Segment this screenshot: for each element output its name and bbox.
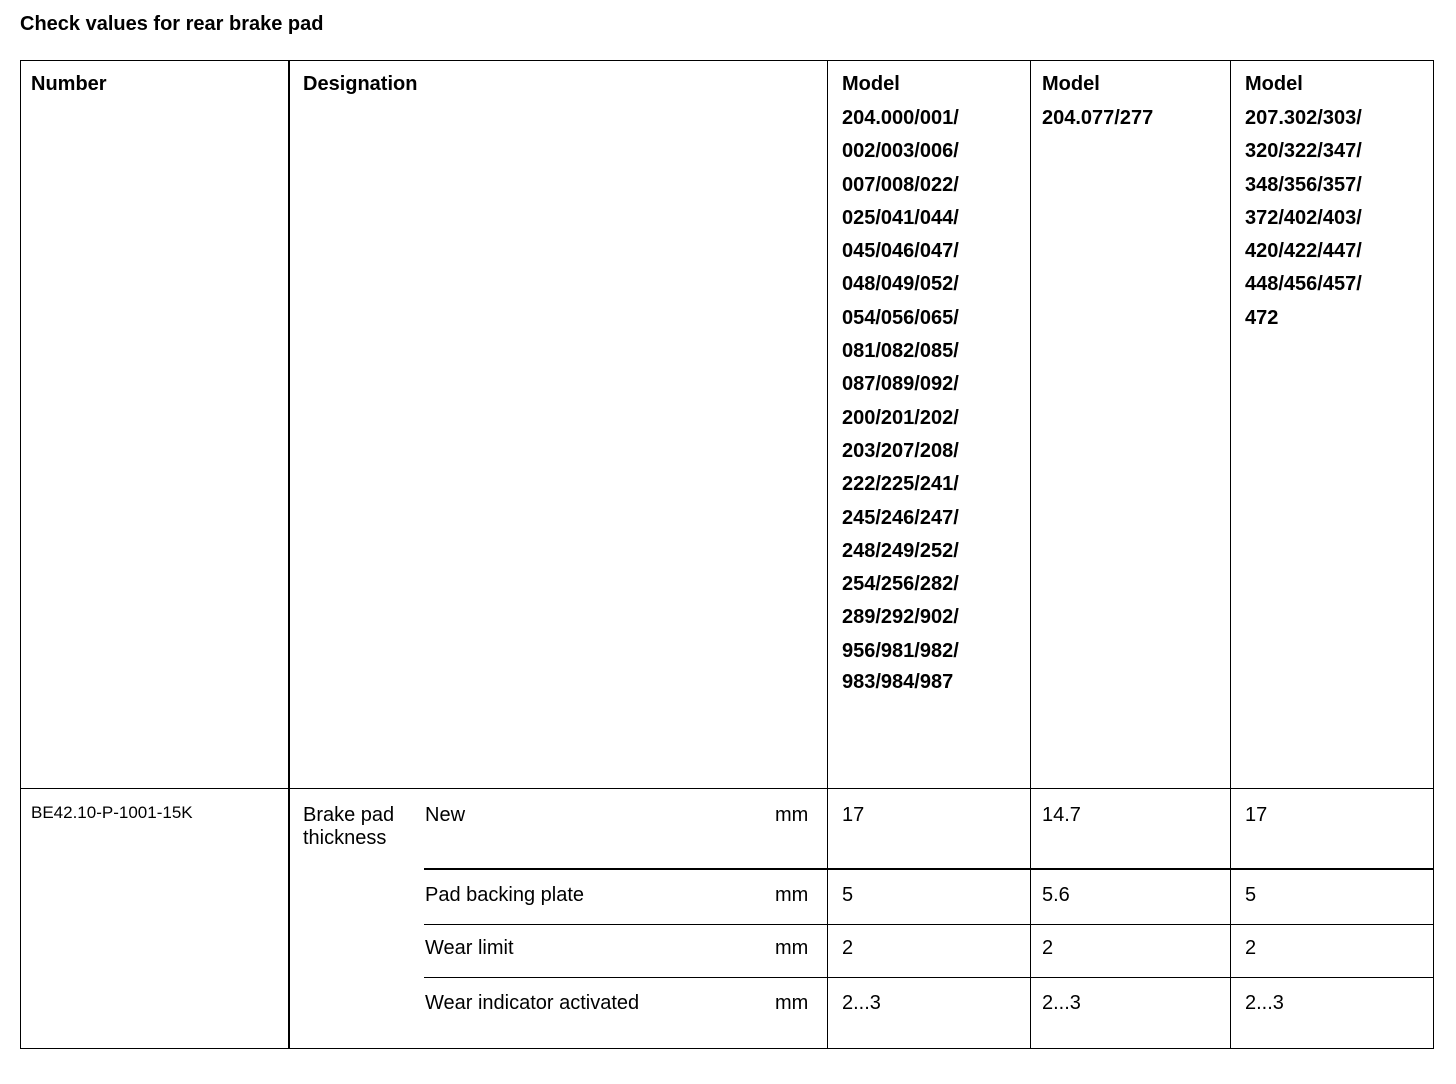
model-code: 245/246/247/: [842, 506, 959, 529]
value-cell: 17: [1245, 804, 1268, 826]
column-divider-model-3: [1230, 60, 1231, 1049]
header-model-3: [1245, 73, 1362, 335]
item-label-wear-limit: Wear limit: [425, 937, 514, 959]
value-cell: 17: [842, 804, 865, 826]
header-model-1: [842, 73, 959, 696]
item-unit: mm: [775, 884, 809, 906]
model-1-label: Model: [842, 73, 900, 95]
model-code: 007/008/022/: [842, 173, 959, 196]
value-cell: 5: [1245, 884, 1257, 906]
model-code: 200/201/202/: [842, 406, 959, 429]
model-code: 002/003/006/: [842, 140, 959, 163]
model-code: 204.077/277: [1042, 107, 1154, 129]
page-title: Check values for rear brake pad: [20, 13, 324, 35]
item-label-new: New: [425, 804, 466, 826]
model-code: 420/422/447/: [1245, 240, 1362, 263]
header-model-2: [1042, 73, 1153, 135]
value-cell: 5: [842, 884, 854, 906]
column-divider-designation: [288, 60, 290, 1049]
row-divider-new: [424, 868, 1434, 870]
model-code: 289/292/902/: [842, 606, 959, 629]
model-code: 048/049/052/: [842, 273, 959, 296]
value-cell: 2: [1245, 937, 1257, 959]
value-cell: 2...3: [1245, 992, 1284, 1014]
model-code: 207.302/303/: [1245, 107, 1362, 129]
model-code: 372/402/403/: [1245, 206, 1362, 229]
model-code: 054/056/065/: [842, 306, 959, 329]
model-3-codes: [1245, 102, 1362, 335]
header-row-divider: [20, 788, 1434, 789]
item-unit: mm: [775, 804, 809, 826]
model-code: 472: [1245, 306, 1279, 329]
item-unit: mm: [775, 937, 809, 959]
model-1-codes: [842, 102, 959, 696]
model-code: 348/356/357/: [1245, 173, 1362, 196]
item-unit: mm: [775, 992, 809, 1014]
header-designation: Designation: [303, 73, 418, 95]
value-cell: 2...3: [1042, 992, 1081, 1014]
model-code: 248/249/252/: [842, 539, 959, 562]
row-divider-wear-limit: [424, 977, 1434, 978]
value-cell: 2: [1042, 937, 1054, 959]
value-cell: 14.7: [1042, 804, 1081, 826]
value-cell: 2: [842, 937, 854, 959]
item-label-backing-plate: Pad backing plate: [425, 884, 585, 906]
item-label-wear-indicator: Wear indicator activated: [425, 992, 640, 1014]
designation-line-1: Brake pad: [303, 804, 395, 826]
model-code: 320/322/347/: [1245, 140, 1362, 163]
model-code: 956/981/982/: [842, 639, 959, 662]
model-code: 204.000/001/: [842, 107, 959, 129]
header-number: Number: [31, 73, 107, 95]
value-cell: 2...3: [842, 992, 881, 1014]
model-code: 448/456/457/: [1245, 273, 1362, 296]
model-code: 081/082/085/: [842, 340, 959, 363]
model-code: 983/984/987: [842, 671, 954, 694]
model-3-label: Model: [1245, 73, 1303, 95]
model-2-label: Model: [1042, 73, 1100, 95]
model-code: 045/046/047/: [842, 240, 959, 263]
model-2-codes: [1042, 102, 1153, 135]
row-number: BE42.10-P-1001-15K: [31, 803, 193, 822]
model-code: 203/207/208/: [842, 439, 959, 462]
column-divider-model-2: [1030, 60, 1031, 1049]
value-cell: 5.6: [1042, 884, 1070, 906]
table-frame: [20, 60, 1434, 1049]
row-designation: [303, 804, 394, 850]
model-code: 254/256/282/: [842, 573, 959, 596]
model-code: 222/225/241/: [842, 473, 959, 496]
model-code: 087/089/092/: [842, 373, 959, 396]
column-divider-model-1: [827, 60, 828, 1049]
row-divider-backing-plate: [424, 924, 1434, 925]
designation-line-2: thickness: [303, 827, 387, 849]
model-code: 025/041/044/: [842, 206, 959, 229]
